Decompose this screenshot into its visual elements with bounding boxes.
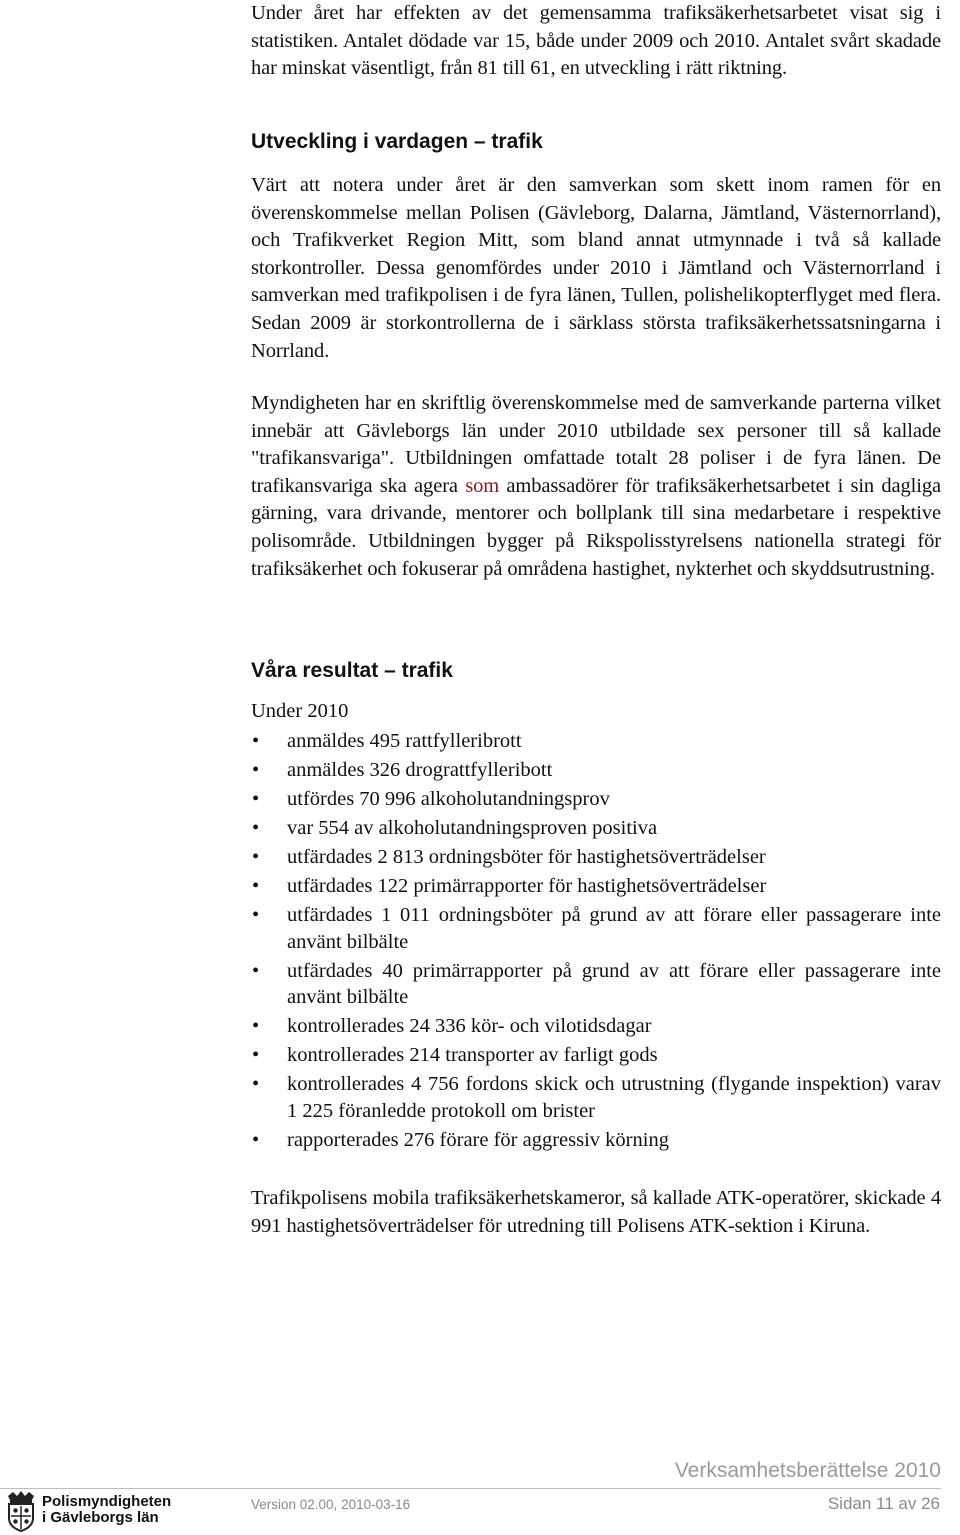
list-item: • anmäldes 495 rattfylleribrott [251, 728, 941, 755]
para2-highlighted-word: som [465, 474, 500, 497]
footer-page-number: Sidan 11 av 26 [827, 1494, 940, 1513]
list-item: • utfärdades 122 primärrapporter för hastighetsöverträdelser [251, 873, 941, 900]
bullet-icon: • [252, 846, 260, 868]
intro-paragraph: Under året har effekten av det gemensamma trafiksäkerhetsarbetet visat sig i statistiken. Antalet dödade var 15, både under 2009 och 2010. Antalet svårt skadade har minskat väsentligt, från 81 till 61, en utveckling i rätt riktning. [251, 2, 941, 80]
bullet-icon: • [252, 817, 260, 839]
list-item: • kontrollerades 4 756 fordons skick och utrustning (flygande inspektion) varav 1 225 föranledde protokoll om brister [252, 1073, 941, 1123]
bullet-icon: • [252, 1073, 260, 1096]
list-item: • anmäldes 326 drograttfylleribott [251, 757, 941, 784]
list-item: • utfärdades 1 011 ordningsböter på grund av att förare eller passagerare inte använt bilbälte [252, 904, 941, 953]
section-heading-resultat: Våra resultat – trafik [251, 659, 453, 682]
logo-line-1: Polismyndigheten [42, 1493, 172, 1510]
bullet-icon: • [252, 1129, 260, 1152]
footer-version: Version 02.00, 2010-03-16 [251, 1497, 411, 1512]
logo-line-2: i Gävleborgs län [42, 1509, 159, 1526]
list-item: • kontrollerades 214 transporter av farligt gods [251, 1042, 941, 1069]
list-item: • utfärdades 2 813 ordningsböter för hastighetsöverträdelser [251, 844, 941, 871]
footer-divider [0, 1488, 941, 1489]
bullet-icon: • [252, 904, 260, 926]
para2-text-after: ambassadörer för trafiksäkerhetsarbetet i sin dagliga gärning, vara drivande, mentorer och bollplank till sina medarbetare i respektive polisområde. Utbildningen bygger på Rikspolisstyrelsens nationella strategi för trafiksäkerhet och fokuserar på områdena hastighet, nykterhet och skyddsutrustning. [251, 474, 941, 580]
results-list [251, 728, 941, 1156]
list-item: • utfördes 70 996 alkoholutandningsprov [251, 786, 941, 813]
para2-text-before: Myndigheten har en skriftlig överenskommelse med de samverkande parterna vilket innebär att Gävleborgs län under 2010 utbildade sex personer till så kallade "trafikansvariga". Utbildningen omfattade totalt 28 poliser i de fyra länen. De trafikansvariga ska agera [251, 392, 941, 497]
list-item: • kontrollerades 24 336 kör- och vilotidsdagar [251, 1013, 941, 1040]
list-item: • utfärdades 40 primärrapporter på grund av att förare eller passagerare inte använt bilbälte [252, 959, 941, 1009]
section-heading-vardagen: Utveckling i vardagen – trafik [251, 130, 543, 153]
list-item: • var 554 av alkoholutandningsproven positiva [251, 815, 941, 842]
bullet-icon: • [252, 1044, 260, 1067]
bullet-icon: • [252, 788, 260, 810]
list-item: • rapporterades 276 förare för aggressiv körning [251, 1127, 941, 1154]
police-crest-icon [4, 1490, 38, 1532]
footer-logo-text [42, 1494, 171, 1526]
vardagen-paragraph-2 [251, 390, 941, 583]
footer-report-title: Verksamhetsberättelse 2010 [674, 1459, 941, 1482]
closing-paragraph: Trafikpolisens mobila trafiksäkerhetskameror, så kallade ATK-operatörer, skickade 4 991 hastighetsöverträdelser för utredning till Polisens ATK-sektion i Kiruna. [251, 1187, 941, 1237]
results-subheading: Under 2010 [251, 700, 349, 722]
bullet-icon: • [252, 759, 260, 781]
vardagen-paragraph-1: Värt att notera under året är den samverkan som skett inom ramen för en överenskommelse mellan Polisen (Gävleborg, Dalarna, Jämtland, Västernorrland), och Trafikverket Region Mitt, som bland annat utmynnade i två så kallade storkontroller. Dessa genomfördes under 2010 i Jämtland och Västernorrland i samverkan med trafikpolisen i de fyra länen, Tullen, polishelikopterflyget med flera. Sedan 2009 är storkontrollerna de i särklass största trafiksäkerhetssatsningarna i Norrland. [251, 174, 941, 362]
bullet-icon: • [252, 730, 260, 752]
bullet-icon: • [252, 875, 260, 897]
bullet-icon: • [252, 959, 260, 982]
bullet-icon: • [252, 1015, 260, 1038]
